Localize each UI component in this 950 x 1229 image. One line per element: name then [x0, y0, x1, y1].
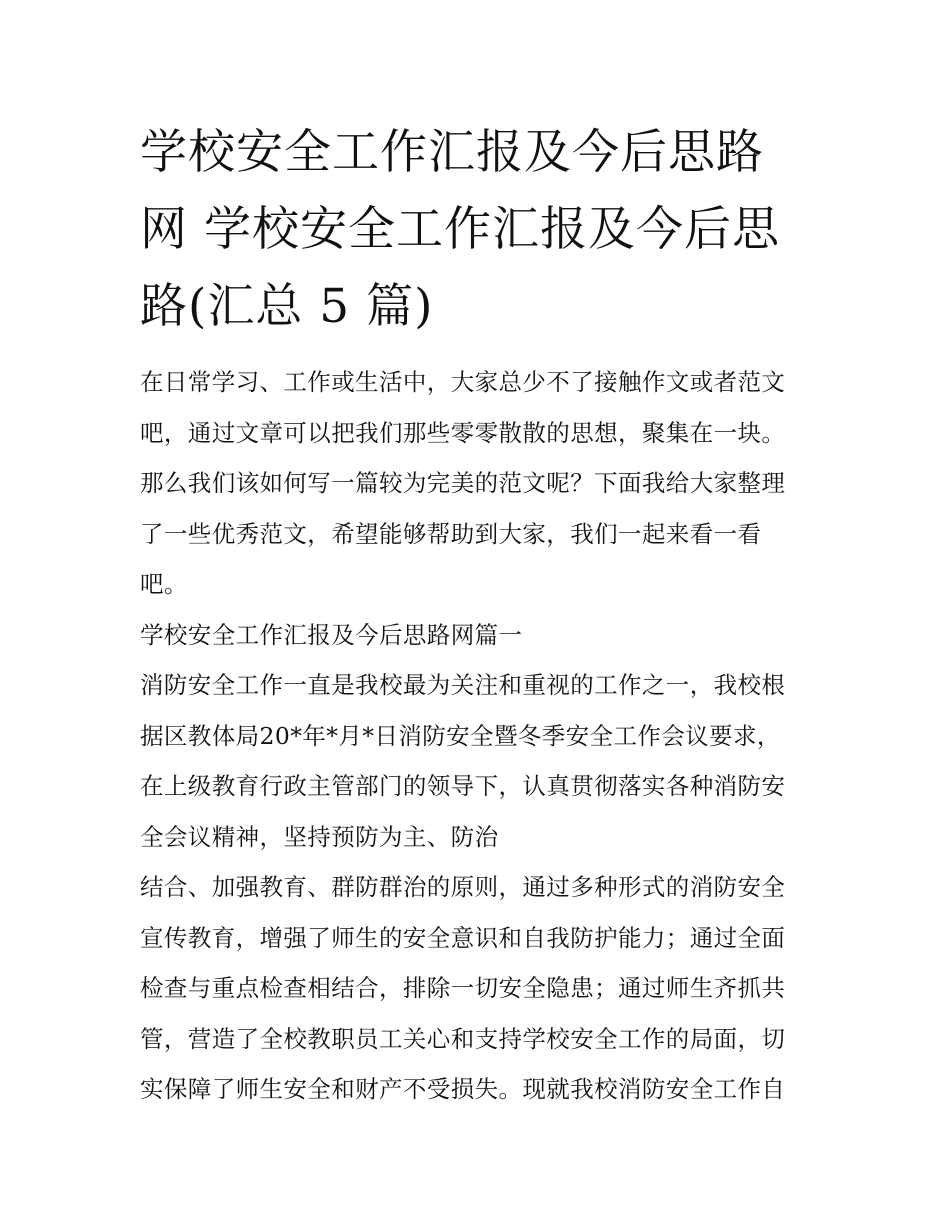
- title-line: 路(汇总 5 篇): [140, 279, 434, 334]
- title-line: 网 学校安全工作汇报及今后思: [140, 202, 780, 257]
- intro-paragraph: [140, 357, 820, 610]
- text-line: 那么我们该如何写一篇较为完美的范文呢？下面我给大家整理: [140, 469, 786, 497]
- document-page: [140, 114, 820, 1115]
- section-heading: 学校安全工作汇报及今后思路网篇一: [140, 620, 523, 649]
- text-line: 结合、加强教育、群防群治的原则，通过多种形式的消防安全: [140, 873, 786, 901]
- text-line: 检查与重点检查相结合，排除一切安全隐患；通过师生齐抓共: [140, 974, 786, 1002]
- document-title: [140, 114, 820, 345]
- text-line: 据区教体局20*年*月*日消防安全暨冬季安全工作会议要求，: [140, 721, 781, 750]
- text-line: 全会议精神，坚持预防为主、防治: [140, 822, 499, 851]
- text-line: 在上级教育行政主管部门的领导下，认真贯彻落实各种消防安: [140, 772, 786, 800]
- body-paragraph-2: [140, 862, 820, 1115]
- text-line: 消防安全工作一直是我校最为关注和重视的工作之一，我校根: [140, 671, 786, 699]
- text-line: 管，营造了全校教职员工关心和支持学校安全工作的局面，切: [140, 1024, 786, 1053]
- text-line: 了一些优秀范文，希望能够帮助到大家，我们一起来看一看: [140, 519, 762, 548]
- text-line: 宣传教育，增强了师生的安全意识和自我防护能力；通过全面: [140, 923, 786, 952]
- text-line: 吧。: [140, 570, 188, 598]
- text-line: 在日常学习、工作或生活中，大家总少不了接触作文或者范文: [140, 368, 786, 396]
- text-line: 实保障了师生安全和财产不受损失。现就我校消防安全工作自: [140, 1075, 786, 1103]
- text-line: 吧，通过文章可以把我们那些零零散散的思想，聚集在一块。: [140, 418, 786, 447]
- body-paragraph-1: [140, 660, 820, 862]
- title-line: 学校安全工作汇报及今后思路: [140, 125, 764, 180]
